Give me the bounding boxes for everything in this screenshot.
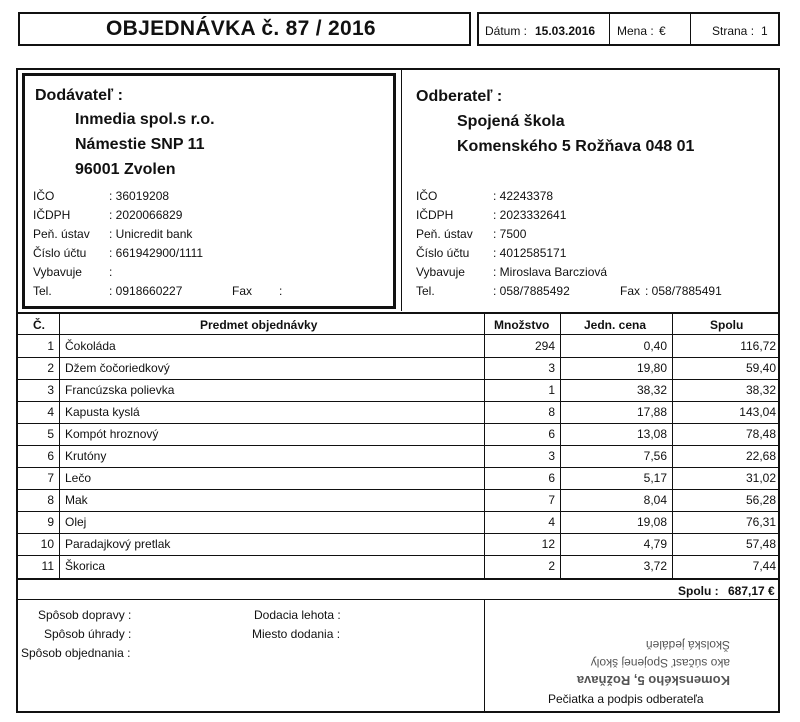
row-total: 38,32 <box>745 383 776 397</box>
date-value: 15.03.2016 <box>535 24 596 38</box>
row-total: 56,28 <box>745 493 776 507</box>
row-no: 11 <box>41 559 54 573</box>
row-unit: 4,79 <box>643 537 667 551</box>
customer-field-label: Peň. ústav <box>416 227 473 241</box>
customer-field-label: Vybavuje <box>416 265 465 279</box>
row-qty: 12 <box>541 537 555 551</box>
row-qty: 4 <box>548 515 555 529</box>
delivery-place-label: Miesto dodania : <box>252 627 341 641</box>
delivery-time-label: Dodacia lehota : <box>254 608 341 622</box>
customer-field-value: : Miroslava Barcziová <box>493 265 608 279</box>
supplier-heading: Dodávateľ : <box>35 87 123 104</box>
supplier-field-label: IČO <box>33 189 55 203</box>
school-stamp <box>520 618 730 688</box>
row-qty: 3 <box>548 449 555 463</box>
footer-divider <box>484 600 485 712</box>
row-no: 6 <box>47 449 54 463</box>
supplier-name: Inmedia spol.s r.o. <box>75 111 215 128</box>
row-total: 116,72 <box>740 339 776 353</box>
stamp-line: ako súčasť Spojenej školy <box>590 656 730 670</box>
row-total: 78,48 <box>745 427 776 441</box>
sum-bottom-border <box>17 599 779 600</box>
currency-label: Mena : <box>617 24 654 38</box>
row-no: 9 <box>47 515 54 529</box>
row-qty: 294 <box>534 339 555 353</box>
row-no: 4 <box>47 405 54 419</box>
table-header-total: Spolu <box>710 318 744 332</box>
supplier-street: Námestie SNP 11 <box>75 136 205 153</box>
row-item: Olej <box>65 515 87 529</box>
sum-label: Spolu : <box>678 584 719 598</box>
row-item: Lečo <box>65 471 92 485</box>
row-divider <box>17 445 779 446</box>
customer-field-value: : 4012585171 <box>493 246 567 260</box>
row-unit: 7,56 <box>643 449 667 463</box>
customer-field-value: : 2023332641 <box>493 208 567 222</box>
table-top-border <box>17 312 779 314</box>
customer-fax-value: : 058/7885491 <box>645 284 722 298</box>
customer-field-value: : 42243378 <box>493 189 554 203</box>
row-divider <box>17 511 779 512</box>
row-no: 10 <box>40 537 54 551</box>
row-divider <box>17 423 779 424</box>
row-divider <box>17 467 779 468</box>
stamp-line: Komenského 5, Rožňava <box>576 673 730 688</box>
row-unit: 5,17 <box>643 471 667 485</box>
customer-field-label: Tel. <box>416 284 435 298</box>
row-qty: 6 <box>548 427 555 441</box>
customer-field-label: IČDPH <box>416 208 454 222</box>
row-item: Paradajkový pretlak <box>65 537 171 551</box>
row-unit: 3,72 <box>643 559 667 573</box>
meta-divider <box>609 13 610 45</box>
table-header-unit: Jedn. cena <box>584 318 647 332</box>
party-divider <box>401 70 402 311</box>
table-header-qty: Množstvo <box>494 318 550 332</box>
row-total: 57,48 <box>745 537 776 551</box>
page-value: 1 <box>761 24 768 38</box>
row-divider <box>17 379 779 380</box>
row-divider <box>17 555 779 556</box>
row-unit: 19,08 <box>636 515 667 529</box>
supplier-city: 96001 Zvolen <box>75 161 176 178</box>
row-no: 2 <box>47 361 54 375</box>
currency-value: € <box>659 24 666 38</box>
row-unit: 38,32 <box>636 383 667 397</box>
row-no: 5 <box>47 427 54 441</box>
row-unit: 8,04 <box>643 493 667 507</box>
meta-divider <box>690 13 691 45</box>
row-total: 76,31 <box>745 515 776 529</box>
supplier-field-value: : 661942900/1111 <box>109 246 204 260</box>
row-divider <box>17 401 779 402</box>
customer-heading: Odberateľ : <box>416 88 503 105</box>
row-qty: 1 <box>548 383 555 397</box>
supplier-field-value: : 0918660227 <box>109 284 183 298</box>
row-divider <box>17 489 779 490</box>
row-no: 7 <box>47 471 54 485</box>
row-no: 8 <box>47 493 54 507</box>
row-item: Francúzska polievka <box>65 383 175 397</box>
supplier-field-label: Tel. <box>33 284 52 298</box>
row-item: Kompót hroznový <box>65 427 159 441</box>
customer-field-value: : 7500 <box>493 227 527 241</box>
row-item: Džem čočoriedkový <box>65 361 170 375</box>
row-total: 143,04 <box>739 405 776 419</box>
supplier-field-label: Vybavuje <box>33 265 82 279</box>
row-total: 7,44 <box>752 559 776 573</box>
row-qty: 2 <box>548 559 555 573</box>
row-total: 59,40 <box>745 361 776 375</box>
row-unit: 13,08 <box>636 427 667 441</box>
table-bottom-border <box>17 578 779 580</box>
row-qty: 6 <box>548 471 555 485</box>
document-title: OBJEDNÁVKA č. 87 / 2016 <box>106 17 376 40</box>
row-qty: 7 <box>548 493 555 507</box>
customer-field-value: : 058/7885492 <box>493 284 570 298</box>
row-no: 1 <box>47 339 54 353</box>
table-header-item: Predmet objednávky <box>200 318 318 332</box>
row-no: 3 <box>47 383 54 397</box>
customer-name: Spojená škola <box>457 113 565 130</box>
customer-fax-label: Fax <box>620 284 641 298</box>
table-header-no: Č. <box>33 318 45 332</box>
signature-label: Pečiatka a podpis odberateľa <box>548 692 704 706</box>
row-unit: 17,88 <box>636 405 667 419</box>
row-item: Kapusta kyslá <box>65 405 140 419</box>
row-item: Čokoláda <box>65 339 116 353</box>
sum-value: 687,17 € <box>728 584 775 598</box>
row-divider <box>17 357 779 358</box>
row-unit: 19,80 <box>636 361 667 375</box>
row-total: 22,68 <box>745 449 776 463</box>
date-label: Dátum : <box>485 24 528 38</box>
row-qty: 8 <box>548 405 555 419</box>
transport-label: Spôsob dopravy : <box>38 608 132 622</box>
page-label: Strana : <box>712 24 755 38</box>
payment-label: Spôsob úhrady : <box>44 627 132 641</box>
supplier-field-value: : Unicredit bank <box>109 227 193 241</box>
supplier-field-label: IČDPH <box>33 208 71 222</box>
table-header-border <box>17 334 779 335</box>
supplier-fax-value: : <box>279 284 283 298</box>
row-item: Škorica <box>65 559 106 573</box>
stamp-line: Školská jedáleň <box>645 638 730 652</box>
customer-field-label: IČO <box>416 189 438 203</box>
customer-field-label: Číslo účtu <box>416 246 470 260</box>
customer-address: Komenského 5 Rožňava 048 01 <box>457 138 695 155</box>
supplier-field-label: Peň. ústav <box>33 227 90 241</box>
row-divider <box>17 533 779 534</box>
supplier-field-value: : <box>109 265 113 279</box>
supplier-field-value: : 36019208 <box>109 189 170 203</box>
order-method-label: Spôsob objednania : <box>21 646 131 660</box>
row-qty: 3 <box>548 361 555 375</box>
row-unit: 0,40 <box>643 339 667 353</box>
row-total: 31,02 <box>745 471 776 485</box>
supplier-field-value: : 2020066829 <box>109 208 183 222</box>
supplier-fax-label: Fax <box>232 284 253 298</box>
row-item: Mak <box>65 493 88 507</box>
supplier-field-label: Číslo účtu <box>33 246 87 260</box>
row-item: Krutóny <box>65 449 107 463</box>
